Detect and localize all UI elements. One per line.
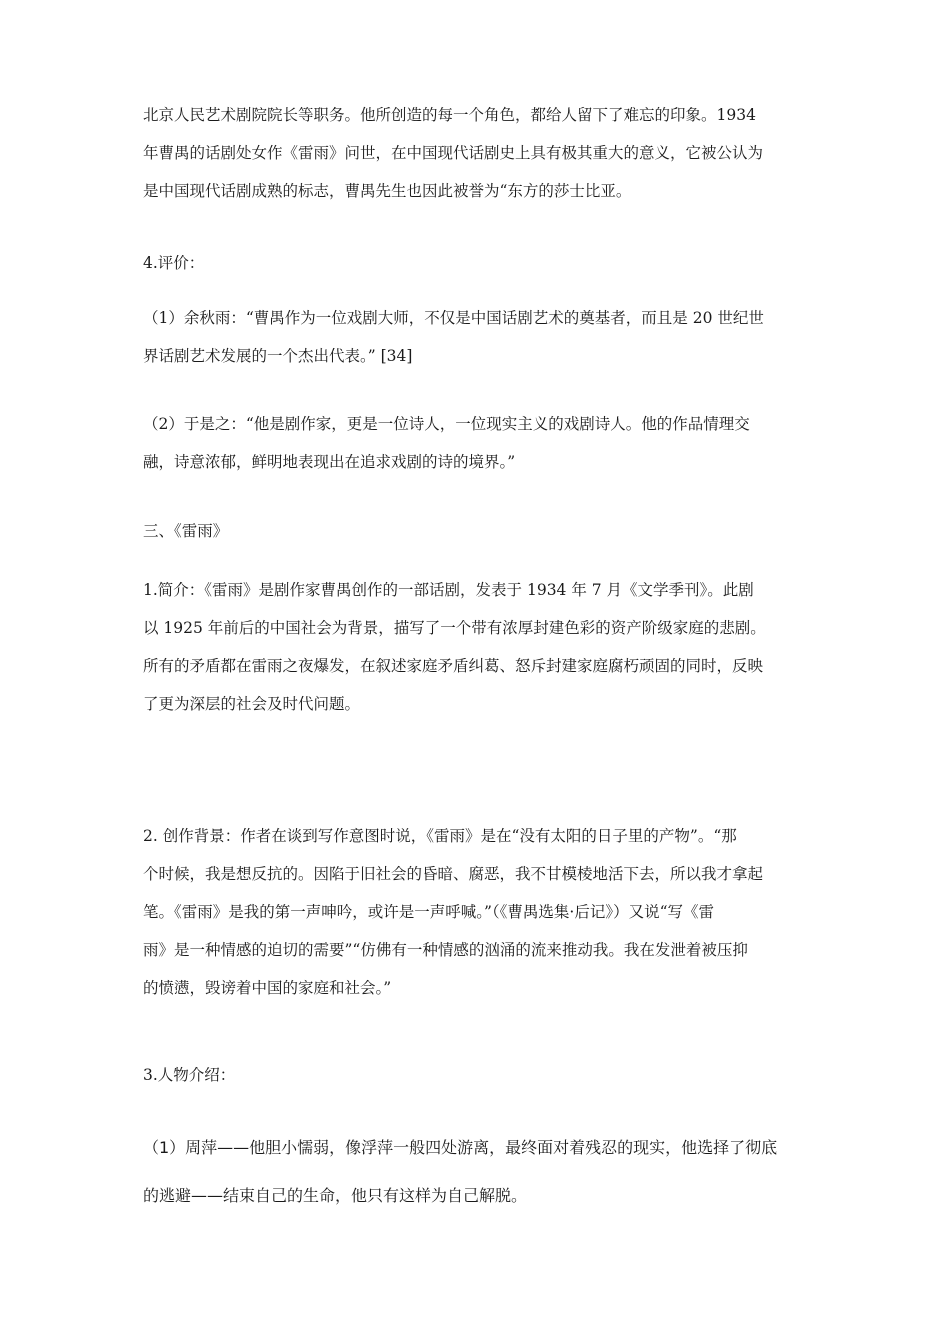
background-paragraph [143,817,807,1007]
text-line: （1）余秋雨：“曹禺作为一位戏剧大师，不仅是中国话剧艺术的奠基者，而且是 20 世纪世 [143,309,764,327]
characters-heading [143,1056,807,1094]
introduction-paragraph [143,571,807,723]
heading-text: 三、《雷雨》 [143,522,229,540]
evaluation-item-1 [143,299,807,375]
character-item-1 [143,1124,807,1220]
text-line: 的逃避——结束自己的生命，他只有这样为自己解脱。 [143,1186,528,1205]
text-line: 1.简介：《雷雨》是剧作家曹禺创作的一部话剧，发表于 1934 年 7 月《文学季刊》。此剧 [143,581,754,599]
text-line: 所有的矛盾都在雷雨之夜爆发，在叙述家庭矛盾纠葛、怒斥封建家庭腐朽顽固的同时，反映 [143,657,764,675]
text-line: （2）于是之：“他是剧作家，更是一位诗人，一位现实主义的戏剧诗人。他的作品情理交 [143,415,750,433]
text-line: 的愤懑，毁谤着中国的家庭和社会。” [143,979,392,997]
text-line: 了更为深层的社会及时代问题。 [143,695,361,713]
text-line: 个时候，我是想反抗的。因陷于旧社会的昏暗、腐恶，我不甘模棱地活下去，所以我才拿起 [143,865,764,883]
text-line: 是中国现代话剧成熟的标志，曹禺先生也因此被誉为“东方的莎士比亚。 [143,182,632,200]
text-line: 融，诗意浓郁，鲜明地表现出在追求戏剧的诗的境界。” [143,453,516,471]
heading-text: 4.评价： [143,254,205,272]
evaluation-heading [143,244,807,282]
text-line: 年曹禺的话剧处女作《雷雨》问世，在中国现代话剧史上具有极其重大的意义，它被公认为 [143,144,764,162]
text-line: 北京人民艺术剧院院长等职务。他所创造的每一个角色，都给人留下了难忘的印象。1934 [143,106,756,124]
text-line: 以 1925 年前后的中国社会为背景，描写了一个带有浓厚封建色彩的资产阶级家庭的悲剧。 [143,619,766,637]
text-line: 界话剧艺术发展的一个杰出代表。” [34] [143,347,413,365]
section-3-heading [143,512,807,550]
text-line: 雨》是一种情感的迫切的需要”“仿佛有一种情感的汹涌的流来推动我。我在发泄着被压抑 [143,941,748,959]
heading-text: 3.人物介绍： [143,1066,236,1084]
evaluation-item-2 [143,405,807,481]
text-line: 笔。《雷雨》是我的第一声呻吟，或许是一声呼喊。”（《曹禺选集·后记》）又说“写《雷 [143,903,715,921]
text-line: （1）周萍——他胆小懦弱，像浮萍一般四处游离，最终面对着残忍的现实，他选择了彻底 [143,1138,778,1157]
intro-paragraph [143,96,807,210]
text-line: 2. 创作背景：作者在谈到写作意图时说，《雷雨》是在“没有太阳的日子里的产物”。“那 [143,827,737,845]
